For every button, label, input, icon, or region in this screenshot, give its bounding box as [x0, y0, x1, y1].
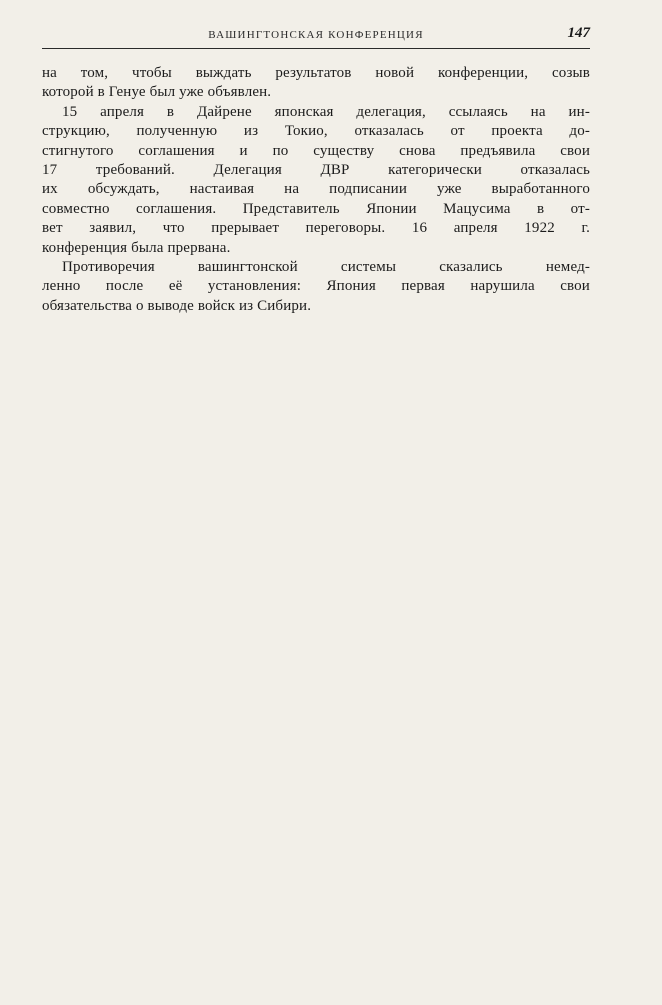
paragraph	[42, 103, 590, 258]
body-text	[42, 64, 590, 316]
text-line: ленно после её установления: Япония первая нарушила свои	[42, 278, 590, 295]
text-line: 17 требований. Делегация ДВР категорически отказалась	[42, 161, 590, 178]
text-line: обязательства о выводе войск из Сибири.	[42, 297, 312, 314]
text-line: которой в Генуе был уже объявлен.	[42, 84, 272, 101]
text-line: 15 апреля в Дайрене японская делегация, ссылаясь на ин-	[62, 103, 590, 120]
text-line: Противоречия вашингтонской системы сказались немед-	[62, 258, 590, 275]
paragraph	[42, 258, 590, 316]
text-line: их обсуждать, настаивая на подписании уже выработанного	[42, 181, 590, 198]
text-line: совместно соглашения. Представитель Японии Мацусима в от-	[42, 200, 590, 217]
text-line: на том, чтобы выждать результатов новой конференции, созыв	[42, 65, 590, 81]
running-head	[42, 24, 590, 49]
text-line: вет заявил, что прерывает переговоры. 16 апреля 1922 г.	[42, 220, 590, 237]
running-title: ВАШИНГТОНСКАЯ КОНФЕРЕНЦИЯ	[208, 29, 424, 41]
paragraph	[42, 64, 590, 103]
text-line: конференция была прервана.	[42, 239, 231, 256]
text-line: струкцию, полученную из Токио, отказалась от проекта до-	[42, 123, 590, 140]
text-line: стигнутого соглашения и по существу снова предъявила свои	[42, 142, 590, 159]
page-number: 147	[567, 25, 590, 41]
